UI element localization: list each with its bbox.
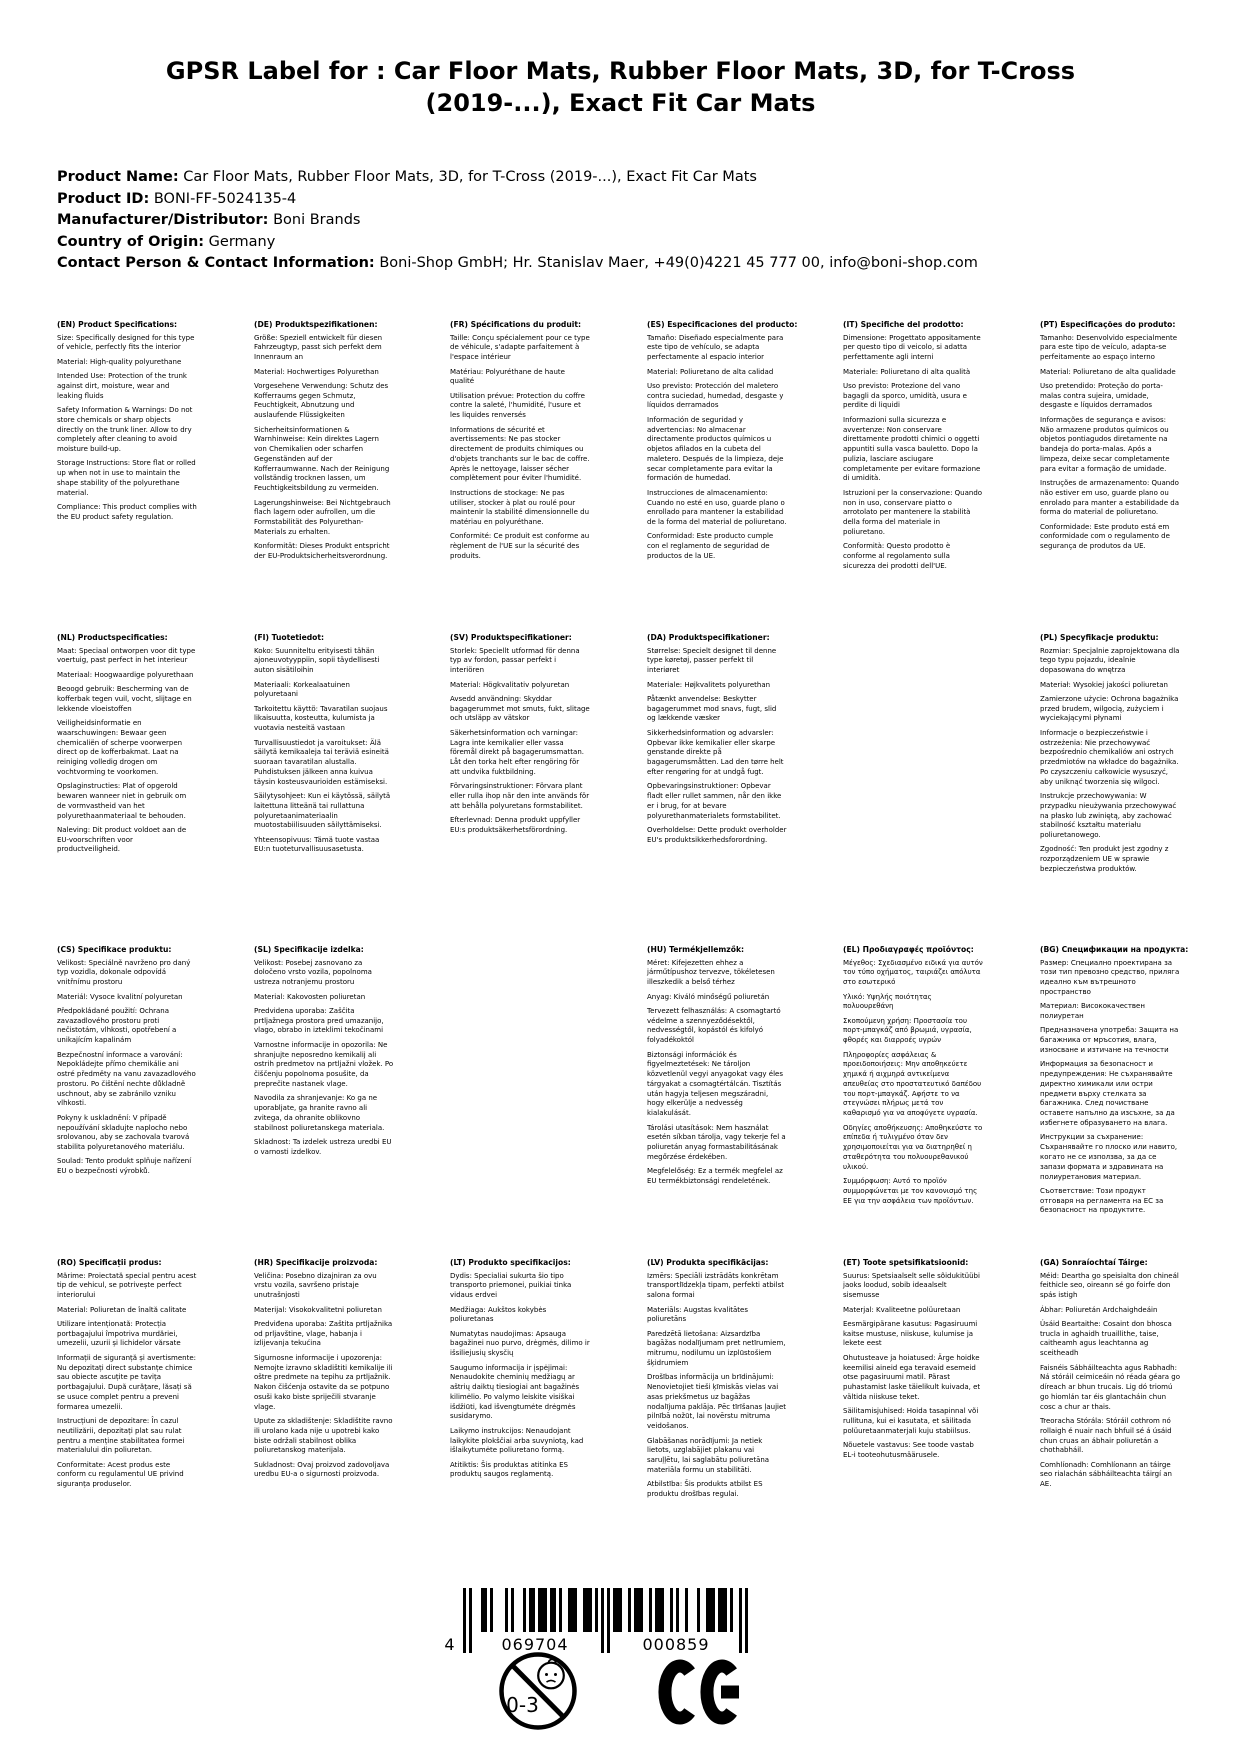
page-title: [0, 55, 1241, 120]
spec-paragraph: Uso previsto: Protezione del vano bagagli da sporco, umidità, usura e perdite di liquidi: [843, 381, 967, 410]
spec-block-ro: [57, 1258, 197, 1495]
spec-paragraph: Materiāls: Augstas kvalitātes poliuretāns: [647, 1305, 748, 1324]
barcode-bar: [619, 1588, 622, 1632]
spec-block-pt: [1040, 320, 1180, 557]
spec-block-header: (NL) Productspecificaties:: [57, 633, 168, 642]
spec-paragraph: Méret: Kifejezetten ehhez a járműtípushoz tervezve, tökéletesen illeszkedik a belső térhez: [647, 958, 775, 987]
spec-paragraph: Intended Use: Protection of the trunk against dirt, moisture, wear and leaking fluids: [57, 372, 187, 400]
spec-paragraph: Säilitamisjuhised: Hoida tasapinnal või rullituna, kui ei kasutata, et säilitada polüuretaanmaterjali kuju stabiilsus.: [843, 1407, 979, 1435]
spec-paragraph: Säkerhetsinformation och varningar: Lagra inte kemikalier eller vassa föremål direkt på bagagerumsmattan. Låt den torka helt efter rengöring för att undvika fuktbildning.: [450, 728, 585, 776]
spec-paragraph: Efterlevnad: Denna produkt uppfyller EU:s produktsäkerhetsförordning.: [450, 816, 581, 834]
spec-block-header: (PT) Especificações do produto:: [1040, 320, 1176, 329]
spec-block-sv: [450, 633, 590, 840]
spec-block-header: (LT) Produkto specifikacijos:: [450, 1258, 571, 1267]
spec-paragraph: Bezpečnostní informace a varování: Nepokládejte přímo chemikálie ani ostré předměty na vanu zavazadlového prostoru. Po čištění nechte důkladně uschnout, aby se zabránilo vzniku vlhkosti.: [57, 1050, 196, 1108]
barcode-bar: [649, 1588, 652, 1632]
spec-block-da: [647, 633, 787, 850]
barcode-bar: [718, 1588, 721, 1632]
spec-paragraph: Yhteensopivuus: Tämä tuote vastaa EU:n tuoteturvallisuusasetusta.: [254, 835, 380, 854]
spec-block-header: (IT) Specifiche del prodotto:: [843, 320, 964, 329]
barcode-bar: [613, 1588, 616, 1632]
spec-paragraph: Μέγεθος: Σχεδιασμένο ειδικά για αυτόν τον τύπο οχήματος, ταιριάζει απόλυτα στο εσωτερικό: [843, 958, 983, 987]
spec-paragraph: Materiał: Wysokiej jakości poliuretan: [1040, 680, 1168, 689]
spec-paragraph: Υλικό: Υψηλής ποιότητας πολυουρεθάνη: [843, 992, 932, 1011]
spec-paragraph: Förvaringsinstruktioner: Förvara plant eller rulla ihop när den inte används för att behålla polyuretans formstabilitet.: [450, 782, 590, 810]
product-info-value: Car Floor Mats, Rubber Floor Mats, 3D, for T-Cross (2019-...), Exact Fit Car Mats: [178, 169, 757, 185]
barcode-bar: [529, 1588, 532, 1632]
barcode-bar: [607, 1588, 610, 1653]
spec-paragraph: Conformitate: Acest produs este conform cu regulamentul UE privind siguranța produselor.: [57, 1460, 184, 1489]
spec-paragraph: Beoogd gebruik: Bescherming van de kofferbak tegen vuil, vocht, slijtage en lekkende vloeistoffen: [57, 685, 192, 713]
barcode-right-digits: 000859: [642, 1635, 710, 1654]
spec-paragraph: Materiaali: Korkealaatuinen polyuretaani: [254, 680, 350, 699]
spec-paragraph: Ohutusteave ja hoiatused: Ärge hoidke keemilisi aineid ega teravaid esemeid otse pagasiruumi matil. Pärast puhastamist laske täielikult kuivada, et vältida niiskuse teket.: [843, 1353, 981, 1401]
spec-paragraph: Material: Hochwertiges Polyurethan: [254, 367, 379, 376]
spec-block-fr: [450, 320, 590, 566]
barcode-bar: [697, 1588, 700, 1632]
barcode-bar: [568, 1588, 571, 1632]
barcode-bar: [655, 1588, 658, 1632]
spec-paragraph: Tervezett felhasználás: A csomagtartó védelme a szennyeződésektől, nedvességtől, kopástól és kifolyó folyadékoktól: [647, 1006, 781, 1045]
barcode-bar: [469, 1588, 472, 1653]
spec-paragraph: Istruzioni per la conservazione: Quando non in uso, conservare piatto o arrotolato per mantenere la stabilità della forma del materiale in poliuretano.: [843, 488, 983, 536]
spec-paragraph: Conformidad: Este producto cumple con el reglamento de seguridad de productos de la UE.: [647, 532, 774, 561]
spec-paragraph: Size: Specifically designed for this type of vehicle, perfectly fits the interior: [57, 333, 195, 352]
barcode-bar: [640, 1588, 643, 1632]
spec-block-fi: [254, 633, 394, 860]
ce-letter-c: [665, 1666, 690, 1718]
ean-barcode: [440, 1588, 760, 1658]
barcode-left-digits: 069704: [501, 1635, 569, 1654]
spec-paragraph: Nõuetele vastavus: See toode vastab EL-i tooteohutusmäärusele.: [843, 1441, 974, 1459]
product-info-line: [57, 167, 1187, 189]
product-info-value: BONI-FF-5024135-4: [149, 190, 297, 207]
product-info-label: Country of Origin:: [57, 233, 205, 250]
spec-paragraph: Soulad: Tento produkt splňuje nařízení EU o bezpečnosti výrobků.: [57, 1157, 192, 1176]
spec-paragraph: Informații de siguranță și avertismente: Nu depozitați direct substanțe chimice sau obiecte ascuțite pe tavița portbagajului. După curățare, lăsați să se usuce complet pentru a preveni formarea umezelii.: [57, 1353, 197, 1411]
spec-paragraph: Glabāšanas norādījumi: Ja netiek lietots, uzglabājiet plakanu vai saruļļētu, lai saglabātu poliuretāna materiāla formu un stabilitāti.: [647, 1436, 770, 1474]
spec-block-es: [647, 320, 798, 566]
spec-block-de: [254, 320, 394, 566]
spec-block-cs: [57, 945, 197, 1182]
spec-block-ga: [1040, 1258, 1180, 1495]
spec-paragraph: Predvidena uporaba: Zaščita prtljažnega prostora pred umazanijo, vlago, obrabo in izteklimi tekočinami: [254, 1006, 384, 1035]
spec-paragraph: Material: Högkvalitativ polyuretan: [450, 680, 570, 689]
spec-paragraph: Safety Information & Warnings: Do not store chemicals or sharp objects directly on the trunk liner. Allow to dry completely after cleaning to avoid moisture build-up.: [57, 405, 193, 454]
spec-paragraph: Materijal: Visokokvalitetni poliuretan: [254, 1305, 382, 1314]
spec-block-header: (ET) Toote spetsifikatsioonid:: [843, 1258, 969, 1267]
spec-paragraph: Avsedd användning: Skyddar bagagerummet mot smuts, fukt, slitage och utsläpp av vätskor: [450, 694, 590, 723]
barcode-bar: [712, 1588, 715, 1632]
barcode-bar: [544, 1588, 547, 1632]
spec-paragraph: Utilizare intenționată: Protecția portbagajului împotriva murdăriei, umezelii, uzurii și lichidelor vărsate: [57, 1319, 181, 1348]
spec-block-header: (PL) Specyfikacje produktu:: [1040, 633, 1159, 642]
barcode-bar: [628, 1588, 631, 1632]
spec-block-header: (DA) Produktspecifikationer:: [647, 633, 770, 642]
spec-paragraph: Material: Poliuretan de înaltă calitate: [57, 1305, 187, 1314]
spec-paragraph: Overholdelse: Dette produkt overholder EU's produktsikkerhedsforordning.: [647, 825, 787, 844]
product-info-value: Boni Brands: [268, 212, 361, 228]
spec-block-bg: [1040, 945, 1189, 1221]
spec-paragraph: Dydis: Specialiai sukurta šio tipo transporto priemonei, puikiai tinka vidaus erdvei: [450, 1271, 572, 1300]
barcode-bar: [685, 1588, 688, 1632]
spec-paragraph: Opslaginstructies: Plat of opgerold bewaren wanneer niet in gebruik om de vormvastheid van het polyurethaanmateriaal te behouden.: [57, 782, 187, 820]
spec-paragraph: Lagerungshinweise: Bei Nichtgebrauch flach lagern oder aufrollen, um die Formstabilität des Polyurethan-Materials zu erhalten.: [254, 498, 391, 536]
spec-paragraph: Megfelelőség: Ez a termék megfelel az EU termékbiztonsági rendeletének.: [647, 1167, 783, 1186]
spec-paragraph: Upute za skladištenje: Skladištite ravno ili urolano kada nije u upotrebi kako biste održali stabilnost oblika poliuretanskog materijala.: [254, 1416, 393, 1455]
barcode-bar: [583, 1588, 586, 1632]
barcode-bar: [574, 1588, 577, 1632]
spec-paragraph: Velikost: Posebej zasnovano za določeno vrsto vozila, popolnoma ustreza notranjemu prostoru: [254, 958, 372, 987]
product-info-value: Germany: [204, 233, 276, 250]
barcode-bar: [538, 1588, 541, 1632]
spec-paragraph: Materjal: Kvaliteetne polüuretaan: [843, 1305, 961, 1314]
barcode-bar: [481, 1588, 484, 1632]
spec-paragraph: Размер: Специално проектирана за този тип превозно средство, приляга идеално към вътрешното пространство: [1040, 958, 1180, 997]
spec-paragraph: Drošības informācija un brīdinājumi: Nenovietojiet tieši ķīmiskās vielas vai asas priekšmetus uz bagāžas nodalījuma paklāja. Pēc tīrīšanas ļaujiet pilnībā nožūt, lai novērstu mitruma veidošanos.: [647, 1373, 787, 1431]
spec-paragraph: Medžiaga: Aukštos kokybės poliuretanas: [450, 1305, 547, 1324]
barcode-bar: [523, 1588, 526, 1632]
product-info-line: [57, 232, 1187, 254]
barcode-bar: [484, 1588, 487, 1632]
spec-paragraph: Πληροφορίες ασφάλειας & προειδοποιήσεις: Μην αποθηκεύετε χημικά ή αιχμηρά αντικείμενα απευθείας στο προστατευτικό δαπέδου του πορτ-μπαγκάζ. Αφήστε το να στεγνώσει πλήρως μετά τον καθαρισμό για να αποφύγετε υγρασία.: [843, 1050, 982, 1118]
spec-paragraph: Sicherheitsinformationen & Warnhinweise: Kein direktes Lagern von Chemikalien oder scharfen Gegenständen auf der Kofferraumwanne. Nach der Reinigung vollständig trocknen lassen, um Feuchtigkeitsbildung zu vermeiden.: [254, 425, 390, 493]
barcode-bar: [571, 1588, 574, 1632]
spec-paragraph: Instrukcje przechowywania: W przypadku nieużywania przechowywać na płasko lub zwiniętą, aby zachować stabilność kształtu materiału poliuretanowego.: [1040, 791, 1177, 840]
spec-paragraph: Σκοπούμενη χρήση: Προστασία του πορτ-μπαγκάζ από βρωμιά, υγρασία, φθορές και διαρροές υγρών: [843, 1016, 972, 1045]
spec-paragraph: Material: Poliuretano de alta qualidade: [1040, 367, 1176, 376]
product-info-label: Product ID:: [57, 190, 150, 207]
spec-block-header: (BG) Спецификации на продукта:: [1040, 945, 1189, 954]
spec-paragraph: Úsáid Beartaithe: Cosaint don bhosca trucla in aghaidh truaillithe, taise, caitheamh agus leachtanna ag sceitheadh: [1040, 1319, 1172, 1358]
spec-paragraph: Faisnéis Sábháilteachta agus Rabhadh: Ná stóráil ceimiceáin nó réada géara go díreach ar bhun trucais. Lig dó triomú go hiomlán tar éis glantacháin chun cosc a chur ar thais.: [1040, 1363, 1181, 1411]
spec-paragraph: Größe: Speziell entwickelt für diesen Fahrzeugtyp, passt sich perfekt dem Innenraum an: [254, 333, 383, 362]
spec-paragraph: Zgodność: Ten produkt jest zgodny z rozporządzeniem UE w sprawie bezpieczeństwa produktów.: [1040, 845, 1169, 874]
spec-paragraph: Eesmärgipärane kasutus: Pagasiruumi kaitse mustuse, niiskuse, kulumise ja lekete eest: [843, 1319, 978, 1348]
barcode-bar: [595, 1588, 598, 1632]
barcode-bar: [532, 1588, 535, 1632]
barcode-bar: [670, 1588, 673, 1632]
spec-paragraph: Skladnost: Ta izdelek ustreza uredbi EU o varnosti izdelkov.: [254, 1137, 392, 1156]
spec-paragraph: Материал: Висококачествен полиуретан: [1040, 1002, 1145, 1021]
barcode-bar: [661, 1588, 664, 1632]
product-info: [57, 167, 1187, 275]
barcode-bar: [637, 1588, 640, 1632]
spec-paragraph: Predviđena uporaba: Zaštita prtljažnika od prljavštine, vlage, habanja i izlijevanja tekućina: [254, 1319, 393, 1348]
spec-block-header: (HU) Termékjellemzők:: [647, 945, 745, 954]
spec-paragraph: Tamaño: Diseñado especialmente para este tipo de vehículo, se adapta perfectamente al espacio interior: [647, 333, 784, 362]
spec-paragraph: Dimensione: Progettato appositamente per questo tipo di veicolo, si adatta perfettamente agli interni: [843, 333, 981, 362]
spec-paragraph: Mărime: Proiectată special pentru acest tip de vehicul, se potrivește perfect interiorului: [57, 1271, 197, 1300]
spec-block-header: (CS) Specifikace produktu:: [57, 945, 172, 954]
spec-paragraph: Navodila za shranjevanje: Ko ga ne uporabljate, ga hranite ravno ali zvitega, da ohranite oblikovno stabilnost poliuretanskega materiala.: [254, 1094, 385, 1132]
spec-paragraph: Materiale: Højkvalitets polyurethan: [647, 680, 771, 689]
spec-paragraph: Säilytysohjeet: Kun ei käytössä, säilytä laitettuna litteänä tai rullattuna polyuretaanimateriaalin muotostabiilisuuden säilyttämiseksi.: [254, 791, 391, 830]
spec-paragraph: Οδηγίες αποθήκευσης: Αποθηκεύστε το επίπεδα ή τυλιγμένο όταν δεν χρησιμοποιείται για να διατηρηθεί η σταθερότητα του πολυουρεθανικού υλικού.: [843, 1123, 983, 1171]
spec-paragraph: Instrucțiuni de depozitare: În cazul neutilizării, depozitați plat sau rulat pentru a menține stabilitatea formei materialului din poliuretan.: [57, 1416, 185, 1455]
spec-paragraph: Instructions de stockage: Ne pas utiliser, stocker à plat ou roulé pour maintenir la stabilité dimensionnelle du matériau en polyuréthane.: [450, 488, 590, 527]
spec-paragraph: Izmērs: Speciāli izstrādāts konkrētam transportlīdzekļa tipam, perfekti atbilst salona formai: [647, 1271, 784, 1300]
spec-paragraph: Konformität: Dieses Produkt entspricht der EU-Produktsicherheitsverordnung.: [254, 542, 390, 561]
barcode-bar: [463, 1588, 466, 1653]
spec-paragraph: Matériau: Polyuréthane de haute qualité: [450, 367, 565, 386]
spec-paragraph: Størrelse: Specielt designet til denne type køretøj, passer perfekt til interiøret: [647, 646, 777, 675]
spec-paragraph: Taille: Conçu spécialement pour ce type de véhicule, s'adapte parfaitement à l'espace intérieur: [450, 333, 590, 362]
spec-paragraph: Material: High-quality polyurethane: [57, 357, 182, 366]
spec-paragraph: Ábhar: Poliuretán Ardchaighdeáin: [1040, 1305, 1158, 1314]
product-info-line: [57, 253, 1187, 275]
spec-paragraph: Saugumo informacija ir įspėjimai: Nenaudokite cheminių medžiagų ar aštrių daiktų tiesiogiai ant bagažinės kilimėlio. Po valymo leiskite visiškai išdžiūti, kad išvengtumėte drėgmės susidarymo.: [450, 1363, 580, 1421]
barcode-bar: [559, 1588, 562, 1632]
barcode-bar: [745, 1588, 748, 1653]
spec-paragraph: Compliance: This product complies with the EU product safety regulation.: [57, 503, 197, 521]
spec-block-header: (RO) Specificații produs:: [57, 1258, 162, 1267]
spec-paragraph: Utilisation prévue: Protection du coffre contre la saleté, l'humidité, l'usure et les liquides renversés: [450, 391, 585, 420]
spec-paragraph: Instrucciones de almacenamiento: Cuando no esté en uso, guarde plano o enrollado para mantener la estabilidad de la forma del material de poliuretano.: [647, 488, 787, 527]
spec-block-hu: [647, 945, 787, 1191]
spec-block-header: (FR) Spécifications du produit:: [450, 320, 582, 329]
spec-paragraph: Sukladnost: Ovaj proizvod zadovoljava uredbu EU-a o sigurnosti proizvoda.: [254, 1460, 390, 1479]
spec-paragraph: Maat: Speciaal ontworpen voor dit type voertuig, past perfect in het interieur: [57, 646, 196, 665]
barcode-bar: [706, 1588, 709, 1632]
spec-paragraph: Συμμόρφωση: Αυτό το προϊόν συμμορφώνεται με τον κανονισμό της ΕΕ για την ασφάλεια των προϊόντων.: [843, 1177, 978, 1205]
spec-block-header: (SV) Produktspecifikationer:: [450, 633, 572, 642]
barcode-bar: [589, 1588, 592, 1632]
product-info-label: Product Name:: [57, 169, 179, 185]
product-info-value: Boni-Shop GmbH; Hr. Stanislav Maer, +49(0)4221 45 777 00, info@boni-shop.com: [374, 255, 978, 271]
spec-paragraph: Conformidade: Este produto está em conformidade com o regulamento de segurança de produtos da UE.: [1040, 522, 1170, 551]
spec-paragraph: Atbilstība: Šis produkts atbilst ES produktu drošības regulai.: [647, 1480, 763, 1499]
barcode-bar: [730, 1588, 733, 1632]
spec-paragraph: Méid: Deartha go speisialta don chineál feithicle seo, oireann sé go foirfe don spás istigh: [1040, 1271, 1179, 1300]
spec-paragraph: Paredzētā lietošana: Aizsardzība bagāžas nodalījumam pret netīrumiem, mitrumu, nodilumu un izplūstošiem šķidrumiem: [647, 1329, 786, 1367]
spec-block-header: (DE) Produktspezifikationen:: [254, 320, 378, 329]
spec-paragraph: Informações de segurança e avisos: Não armazene produtos químicos ou objetos pontiagudos diretamente na bandeja do porta-malas. Após a limpeza, deixe secar completamente para evitar a formação de umidade.: [1040, 415, 1170, 473]
spec-paragraph: Uso previsto: Protección del maletero contra suciedad, humedad, desgaste y líquidos derramados: [647, 381, 784, 410]
spec-paragraph: Comhlíonadh: Comhlíonann an táirge seo rialachán sábháilteachta táirgí an AE.: [1040, 1460, 1172, 1489]
spec-paragraph: Velikost: Speciálně navrženo pro daný typ vozidla, dokonale odpovídá vnitřnímu prostoru: [57, 958, 191, 987]
spec-block-el: [843, 945, 983, 1211]
barcode-bar: [505, 1588, 508, 1632]
barcode-bar: [553, 1588, 556, 1632]
spec-block-et: [843, 1258, 983, 1465]
spec-paragraph: Предназначена употреба: Защита на багажника от мръсотия, влага, износване и изтичане на течности: [1040, 1026, 1179, 1054]
spec-block-header: (HR) Specifikacije proizvoda:: [254, 1258, 378, 1267]
spec-paragraph: Pokyny k uskladnění: V případě nepoužívání skladujte naplocho nebo srolovanou, aby se zachovala tvarová stabilita polyuretanového materiálu.: [57, 1113, 190, 1152]
barcode-bar: [739, 1588, 742, 1653]
spec-paragraph: Atitiktis: Šis produktas atitinka ES produktų saugos reglamentą.: [450, 1460, 568, 1479]
spec-paragraph: Rozmiar: Specjalnie zaprojektowana dla tego typu pojazdu, idealnie dopasowana do wnętrza: [1040, 646, 1180, 675]
spec-paragraph: Materiaal: Hoogwaardige polyurethaan: [57, 670, 194, 679]
spec-paragraph: Laikymo instrukcijos: Nenaudojant laikykite plokščiai arba suvyniotą, kad išlaikytumėte poliuretano formą.: [450, 1426, 584, 1455]
spec-paragraph: Informacje o bezpieczeństwie i ostrzeżenia: Nie przechowywać bezpośrednio chemikaliów ani ostrych przedmiotów na wkładce do bagażnika. Po czyszczeniu całkowicie wysuszyć, aby uniknąć tworzenia się wilgoci.: [1040, 728, 1179, 786]
spec-block-header: (SL) Specifikacije izdelka:: [254, 945, 364, 954]
spec-block-header: (FI) Tuotetiedot:: [254, 633, 325, 642]
spec-block-it: [843, 320, 983, 576]
spec-paragraph: Informations de sécurité et avertissements: Ne pas stocker directement de produits chimiques ou d'objets tranchants sur le bac de coffre. Après le nettoyage, laisser sécher complètement pour éviter l'humidité.: [450, 425, 590, 483]
spec-block-hr: [254, 1258, 394, 1485]
spec-paragraph: Zamierzone użycie: Ochrona bagażnika przed brudem, wilgocią, zużyciem i wyciekającymi płynami: [1040, 694, 1179, 723]
spec-paragraph: Numatytas naudojimas: Apsauga bagažinei nuo purvo, drėgmės, dilimo ir išsiliejusių skysčių: [450, 1329, 590, 1358]
barcode-bar: [511, 1588, 514, 1632]
spec-paragraph: Instruções de armazenamento: Quando não estiver em uso, guarde plano ou enrolado para manter a estabilidade da forma do material de poliuretano.: [1040, 478, 1179, 517]
barcode-lead-digit: 4: [444, 1635, 456, 1654]
spec-paragraph: Vorgesehene Verwendung: Schutz des Kofferraums gegen Schmutz, Feuchtigkeit, Abnutzung und auslaufende Flüssigkeiten: [254, 381, 389, 420]
spec-paragraph: Påtænkt anvendelse: Beskytter bagagerummet mod snavs, fugt, slid og lækkende væsker: [647, 694, 777, 723]
spec-block-header: (LV) Produkta specifikācijas:: [647, 1258, 769, 1267]
spec-block-header: (GA) Sonraíochtaí Táirge:: [1040, 1258, 1148, 1267]
spec-paragraph: Biztonsági információk és figyelmeztetések: Ne tároljon közvetlenül vegyi anyagokat vagy éles tárgyakat a csomagtértálcán. Tisztítás után hagyja teljesen megszáradni, hogy elkerülje a nedvesség kialakulását.: [647, 1050, 783, 1118]
spec-paragraph: Materiale: Poliuretano di alta qualità: [843, 367, 971, 376]
spec-paragraph: Informazioni sulla sicurezza e avvertenze: Non conservare direttamente prodotti chimici o oggetti appuntiti sulla vasca bauletto. Dopo la pulizia, lasciare asciugare completamente per evitare formazione di umidità.: [843, 415, 981, 483]
spec-paragraph: Conformità: Questo prodotto è conforme al regolamento sulla sicurezza dei prodotti dell'UE.: [843, 542, 951, 570]
product-info-label: Manufacturer/Distributor:: [57, 212, 269, 228]
product-info-line: [57, 210, 1187, 232]
spec-paragraph: Tarkoitettu käyttö: Tavaratilan suojaus likaisuutta, kosteutta, kulumista ja vuotavia nesteitä vastaan: [254, 704, 388, 733]
barcode-bar: [634, 1588, 637, 1632]
spec-block-header: (EL) Προδιαγραφές προϊόντος:: [843, 945, 974, 954]
spec-paragraph: Veiligheidsinformatie en waarschuwingen: Bewaar geen chemicaliën of scherpe voorwerpen direct op de kofferbakmat. Laat na reiniging volledig drogen om vochtvorming te voorkomen.: [57, 718, 183, 776]
spec-paragraph: Tamanho: Desenvolvido especialmente para este tipo de veículo, adapta-se perfeitamente ao espaço interno: [1040, 333, 1178, 362]
barcode-bar: [550, 1588, 553, 1632]
barcode-bar: [490, 1588, 493, 1632]
spec-paragraph: Veličina: Posebno dizajniran za ovu vrstu vozila, savršeno pristaje unutrašnjosti: [254, 1271, 377, 1300]
spec-paragraph: Treoracha Stórála: Stóráil cothrom nó rollaigh é nuair nach bhfuil sé á úsáid chun cruas an ábhair poliuretán a chothabháil.: [1040, 1416, 1172, 1455]
spec-paragraph: Opbevaringsinstruktioner: Opbevar fladt eller rullet sammen, når den ikke er i brug, for at bevare polyurethanmaterialets formstabilitet.: [647, 782, 782, 820]
page-title-text: GPSR Label for : Car Floor Mats, Rubber Floor Mats, 3D, for T-Cross (2019-...), Exact Fit Car Mats: [165, 57, 1076, 118]
spec-paragraph: Suurus: Spetsiaalselt selle sõidukitüübi jaoks loodud, sobib ideaalselt sisemusse: [843, 1271, 980, 1300]
barcode-bar: [721, 1588, 724, 1632]
spec-paragraph: Materiál: Vysoce kvalitní polyuretan: [57, 992, 183, 1001]
barcode-bar: [724, 1588, 727, 1632]
spec-paragraph: Información de seguridad y advertencias: No almacenar directamente productos químicos u objetos afilados en la cubeta del maletero. Después de la limpieza, deje secar completamente para evitar la formación de humedad.: [647, 415, 784, 483]
spec-block-pl: [1040, 633, 1180, 879]
spec-paragraph: Инструкции за съхранение: Съхранявайте го плоско или навито, когато не се използва, за да се запази формата и здравината на полиуретановия материал.: [1040, 1133, 1178, 1181]
spec-paragraph: Информация за безопасност и предупреждения: Не съхранявайте директно химикали или остри предмети върху стелката за багажника. След почистване оставете напълно да изсъхне, за да избегнете образуването на влага.: [1040, 1060, 1175, 1128]
spec-block-nl: [57, 633, 197, 860]
spec-paragraph: Sigurnosne informacije i upozorenja: Nemojte izravno skladištiti kemikalije ili oštre predmete na tepihu za prtljažnik. Nakon čišćenja ostavite da se potpuno osuši kako biste spriječili stvaranje vlage.: [254, 1353, 393, 1411]
spec-paragraph: Varnostne informacije in opozorila: Ne shranjujte neposredno kemikalij ali ostrih predmetov na prtljažni vložek. Po čiščenju popolnoma posušite, da preprečite nastanek vlage.: [254, 1040, 394, 1088]
spec-paragraph: Tárolási utasítások: Nem használat esetén síkban tárolja, vagy tekerje fel a poliuretán anyag formastabilitásának megőrzése érdekében.: [647, 1123, 786, 1161]
spec-paragraph: Material: Kakovosten poliuretan: [254, 992, 366, 1001]
product-info-line: [57, 189, 1187, 211]
spec-paragraph: Předpokládané použití: Ochrana zavazadlového prostoru proti nečistotám, vlhkosti, opotřebení a unikajícím kapalinám: [57, 1006, 177, 1045]
product-info-label: Contact Person & Contact Information:: [57, 255, 375, 271]
spec-paragraph: Turvallisuustiedot ja varoitukset: Älä säilytä kemikaaleja tai teräviä esineitä suoraan tavaratilan alustalla. Puhdistuksen jälkeen anna kuivua täysin kosteusvaurioiden estämiseksi.: [254, 738, 389, 786]
spec-paragraph: Sikkerhedsinformation og advarsler: Opbevar ikke kemikalier eller skarpe genstande direkte på bagagerumsmåtten. Lad den tørre helt efter rengøring for at undgå fugt.: [647, 728, 784, 776]
barcode-bar: [586, 1588, 589, 1632]
spec-block-lt: [450, 1258, 590, 1485]
spec-block-sl: [254, 945, 394, 1162]
spec-block-header: (EN) Product Specifications:: [57, 320, 178, 329]
spec-paragraph: Storage Instructions: Store flat or rolled up when not in use to maintain the shape stability of the polyurethane material.: [57, 459, 196, 497]
barcode-bar: [709, 1588, 712, 1632]
spec-block-lv: [647, 1258, 787, 1504]
spec-paragraph: Uso pretendido: Proteção do porta-malas contra sujeira, umidade, desgaste e líquidos derramados: [1040, 381, 1163, 410]
age-warning-0-3-icon: [496, 1649, 580, 1733]
spec-paragraph: Material: Poliuretano de alta calidad: [647, 367, 774, 376]
spec-paragraph: Anyag: Kiváló minőségű poliuretán: [647, 992, 770, 1001]
barcode-bar: [676, 1588, 679, 1632]
spec-paragraph: Naleving: Dit product voldoet aan de EU-voorschriften voor productveiligheid.: [57, 825, 187, 854]
barcode-bar: [658, 1588, 661, 1632]
spec-block-header: (ES) Especificaciones del producto:: [647, 320, 798, 329]
barcode-bar: [601, 1588, 604, 1653]
spec-paragraph: Съответствие: Този продукт отговаря на регламента на ЕС за безопасност на продуктите.: [1040, 1186, 1164, 1215]
age-range-label: 0-3: [506, 1693, 539, 1717]
spec-paragraph: Storlek: Speciellt utformad för denna typ av fordon, passar perfekt i interiören: [450, 646, 580, 675]
spec-paragraph: Conformité: Ce produit est conforme au règlement de l'UE sur la sécurité des produits.: [450, 532, 590, 561]
barcode-bar: [616, 1588, 619, 1632]
ce-mark-icon: [650, 1655, 750, 1729]
barcode-bar: [541, 1588, 544, 1632]
spec-block-en: [57, 320, 197, 527]
spec-paragraph: Koko: Suunniteltu erityisesti tähän ajoneuvotyyppiin, sopii täydellisesti auton sisätiloihin: [254, 646, 380, 675]
